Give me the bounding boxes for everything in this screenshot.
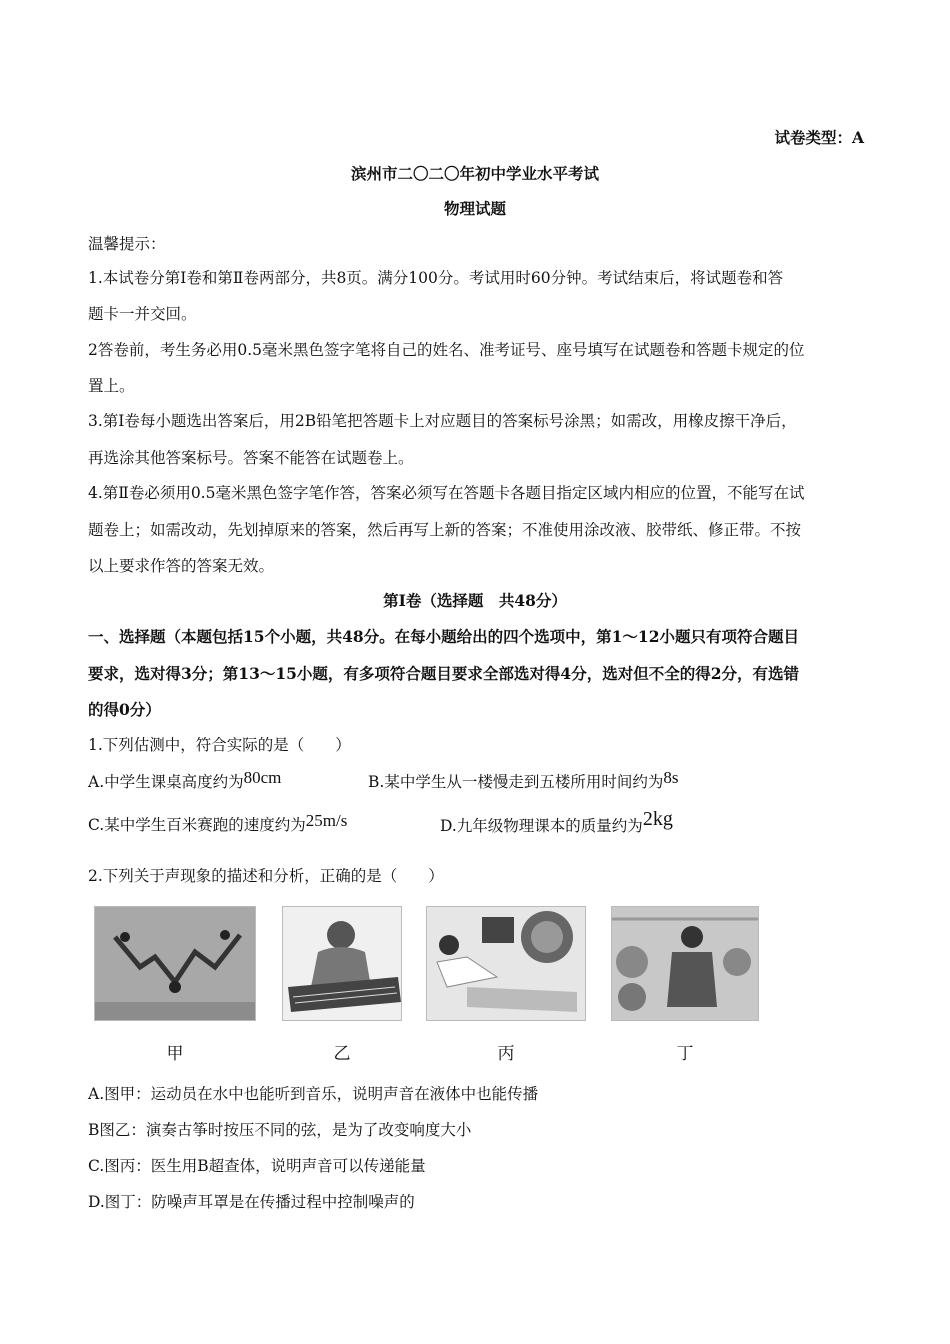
guzheng-photo [282,906,402,1021]
figure-guzheng [282,906,402,1064]
figure-caption: 丙 [497,1044,515,1064]
figure-caption: 乙 [333,1044,351,1064]
q1-option-c: C.某中学生百米赛跑的速度约为25m/s [88,811,348,834]
section-instructions: 要求，选对得3分；第13～15小题，有多项符合题目要求全部选对得4分，选对但不全的得2分，有选错 [88,664,799,683]
paper-type: 试卷类型：A [774,128,864,147]
q1-stem: 1.下列估测中，符合实际的是（ ） [88,736,351,754]
swimmers-photo [94,906,256,1021]
figure-caption: 丁 [676,1044,694,1064]
figure-swimmers [94,906,256,1064]
notes-line: 再选涂其他答案标号。答案不能答在试题卷上。 [88,449,414,467]
notes-line: 题卷上；如需改动，先划掉原来的答案，然后再写上新的答案；不准使用涂改液、胶带纸、修正带。不按 [88,521,802,539]
notes-heading: 温馨提示： [88,235,166,253]
q1-option-d: D.九年级物理课本的质量约为2kg [440,808,673,835]
notes-line: 题卡一并交回。 [88,305,197,323]
q1-option-a: A.中学生课桌高度约为80cm [88,768,282,791]
notes-line: 置上。 [88,377,135,395]
q2-option-a: A.图甲：运动员在水中也能听到音乐，说明声音在液体中也能传播 [88,1085,539,1103]
q2-option-b: B图乙：演奏古筝时按压不同的弦，是为了改变响度大小 [88,1121,472,1139]
exam-subtitle: 物理试题 [443,199,506,218]
notes-line: 4.第Ⅱ卷必须用0.5毫米黑色签字笔作答，答案必须写在答题卡各题目指定区域内相应的位置，不能写在试 [88,484,805,502]
q2-option-d: D.图丁：防噪声耳罩是在传播过程中控制噪声的 [88,1193,415,1211]
earmuffs-photo [611,906,759,1021]
figure-caption: 甲 [166,1044,184,1064]
section-instructions: 的得0分） [88,700,161,719]
q2-stem: 2.下列关于声现象的描述和分析，正确的是（ ） [88,867,444,885]
notes-line: 以上要求作答的答案无效。 [88,557,275,575]
q1-option-b: B.某中学生从一楼慢走到五楼所用时间约为8s [368,768,679,791]
ultrasound-photo [426,906,586,1021]
section-title: 第Ⅰ卷（选择题 共48分） [383,591,567,610]
q2-option-c: C.图丙：医生用B超查体，说明声音可以传递能量 [88,1157,426,1175]
figure-earmuffs [611,906,759,1064]
notes-line: 1.本试卷分第Ⅰ卷和第Ⅱ卷两部分，共8页。满分100分。考试用时60分钟。考试结束后，将试题卷和答 [88,269,784,287]
section-instructions: 一、选择题（本题包括15个小题，共48分。在每小题给出的四个选项中，第1～12小题只有项符合题目 [88,627,799,646]
notes-line: 3.第Ⅰ卷每小题选出答案后，用2B铅笔把答题卡上对应题目的答案标号涂黑；如需改，用橡皮擦干净后， [88,412,797,430]
figure-ultrasound [426,906,586,1064]
notes-line: 2答卷前，考生务必用0.5毫米黑色签字笔将自己的姓名、准考证号、座号填写在试题卷和答题卡规定的位 [88,341,805,359]
exam-title: 滨州市二〇二〇年初中学业水平考试 [350,164,599,183]
